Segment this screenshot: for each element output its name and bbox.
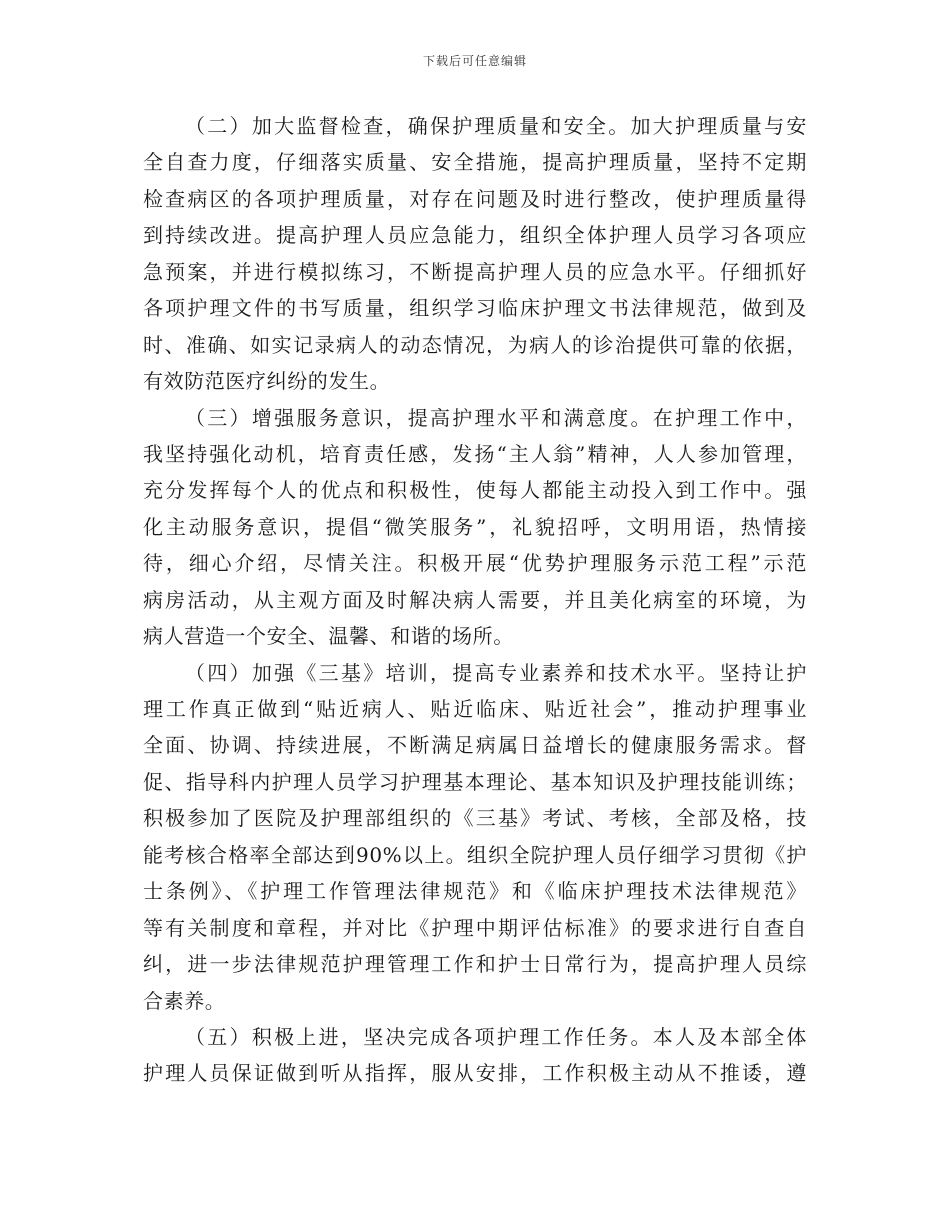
text-line: 待，细心介绍，尽情关注。积极开展“优势护理服务示范工程”示范 [143, 551, 807, 576]
text-line: 护理人员保证做到听从指挥，服从安排，工作积极主动从不推诿，遵 [143, 1061, 807, 1086]
text-line: 我坚持强化动机，培育责任感，发扬“主人翁”精神，人人参加管理， [143, 441, 807, 466]
text-line: 积极参加了医院及护理部组织的《三基》考试、考核，全部及格，技 [143, 806, 807, 831]
text-line: 病人营造一个安全、温馨、和谐的场所。 [143, 624, 514, 649]
text-line: 急预案，并进行模拟练习，不断提高护理人员的应急水平。仔细抓好 [143, 259, 807, 284]
text-line: 有效防范医疗纠纷的发生。 [143, 369, 391, 394]
text-line: 全面、协调、持续进展，不断满足病属日益增长的健康服务需求。督 [143, 733, 807, 758]
text-line: 促、指导科内护理人员学习护理基本理论、基本知识及护理技能训练； [143, 769, 807, 794]
text-line: 理工作真正做到“贴近病人、贴近临床、贴近社会”，推动护理事业 [143, 697, 807, 721]
text-line: 充分发挥每个人的优点和积极性，使每人都能主动投入到工作中。强 [143, 478, 807, 503]
paragraph-first-line: （二）加大监督检查，确保护理质量和安全。加大护理质量与安 [185, 114, 807, 138]
text-line: 化主动服务意识，提倡“微笑服务”，礼貌招呼，文明用语，热情接 [143, 514, 807, 539]
text-line: 检查病区的各项护理质量，对存在问题及时进行整改，使护理质量得 [143, 186, 807, 211]
text-line: 病房活动，从主观方面及时解决病人需要，并且美化病室的环境，为 [143, 587, 807, 612]
text-line: 到持续改进。提高护理人员应急能力，组织全体护理人员学习各项应 [143, 223, 807, 248]
text-line: 合素养。 [143, 988, 226, 1013]
paragraph-first-line: （五）积极上进，坚决完成各项护理工作任务。本人及本部全体 [185, 1024, 807, 1049]
text-line: 时、准确、如实记录病人的动态情况，为病人的诊治提供可靠的依据， [143, 332, 807, 357]
text-line: 士条例》、《护理工作管理法律规范》和《临床护理技术法律规范》 [143, 879, 807, 904]
paragraph-first-line: （四）加强《三基》培训，提高专业素养和技术水平。坚持让护 [185, 660, 807, 685]
page-header: 下载后可任意编辑 [422, 54, 527, 68]
text-line: 能考核合格率全部达到90%以上。组织全院护理人员仔细学习贯彻《护 [143, 842, 807, 867]
text-line: 等有关制度和章程，并对比《护理中期评估标准》的要求进行自查自 [143, 915, 807, 940]
document-body [143, 108, 807, 1092]
text-line: 全自查力度，仔细落实质量、安全措施，提高护理质量，坚持不定期 [143, 150, 807, 175]
text-line: 纠，进一步法律规范护理管理工作和护士日常行为，提高护理人员综 [143, 952, 807, 977]
text-line: 各项护理文件的书写质量，组织学习临床护理文书法律规范，做到及 [143, 296, 807, 321]
paragraph-first-line: （三）增强服务意识，提高护理水平和满意度。在护理工作中， [185, 405, 807, 430]
